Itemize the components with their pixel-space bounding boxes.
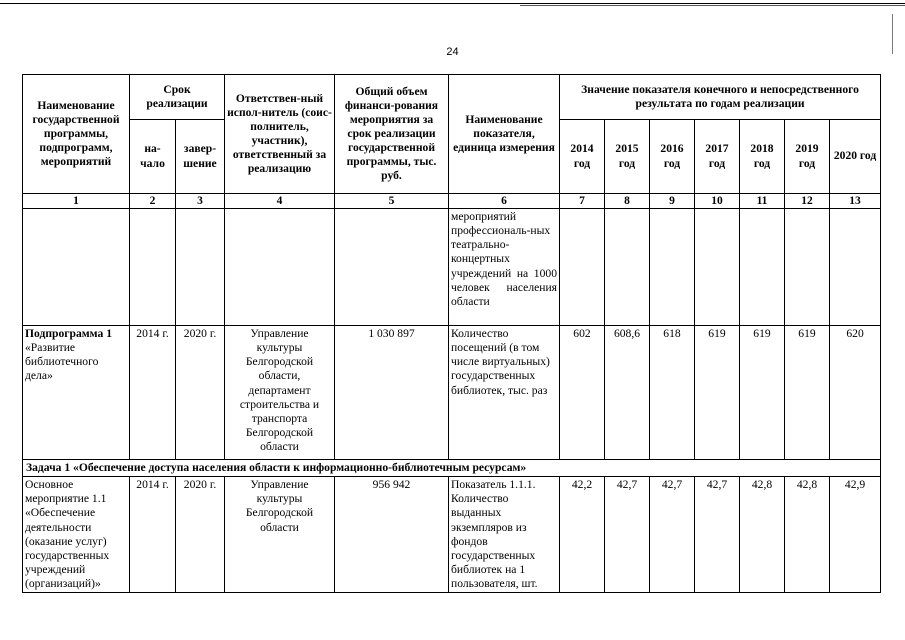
header-name: Наименование государственной программы, подпрограмм, мероприятий (23, 75, 130, 194)
header-responsible: Ответствен-ный испол-нитель (соис-полнитель, участник), ответственный за реализацию (225, 75, 335, 194)
subprogram-title: Подпрограмма 1 (25, 327, 112, 341)
header-values-title: Значение показателя конечного и непосредственного результата по годам реализации (560, 75, 881, 120)
page-top-border (0, 3, 905, 4)
column-number: 6 (449, 194, 560, 209)
main-event-value-2014: 42,2 (560, 477, 605, 593)
subprogram-indicator: Количество посещений (в том числе виртуальных) государственных библиотек, тыс. раз (449, 326, 560, 460)
column-number: 10 (695, 194, 740, 209)
program-indicators-table (22, 74, 881, 593)
subprogram-start: 2014 г. (130, 326, 176, 460)
column-number: 1 (23, 194, 130, 209)
main-event-value-2017: 42,7 (695, 477, 740, 593)
header-start: на- чало (130, 120, 176, 194)
column-number: 7 (560, 194, 605, 209)
subprogram-value-2018: 619 (740, 326, 785, 460)
subprogram-value-2020: 620 (830, 326, 881, 460)
subprogram-value-2019: 619 (785, 326, 830, 460)
column-number: 4 (225, 194, 335, 209)
header-year-2016: 2016 год (650, 120, 695, 194)
page-top-border-secondary (520, 5, 905, 6)
main-event-value-2018: 42,8 (740, 477, 785, 593)
header-year-2014: 2014 год (560, 120, 605, 194)
column-number: 13 (830, 194, 881, 209)
header-row-top (23, 75, 881, 120)
subprogram-row (23, 326, 881, 460)
column-number: 8 (605, 194, 650, 209)
task-row (23, 460, 881, 477)
header-year-2017: 2017 год (695, 120, 740, 194)
header-year-2020: 2020 год (830, 120, 881, 194)
subprogram-value-2015: 608,6 (605, 326, 650, 460)
header-indicator: Наименование показателя, единица измерения (449, 75, 560, 194)
column-number: 11 (740, 194, 785, 209)
main-event-name: Основное мероприятие 1.1 «Обеспечение деятельности (оказание услуг) государственных учреждений (организаций)» (23, 477, 130, 593)
main-event-value-2019: 42,8 (785, 477, 830, 593)
column-number: 9 (650, 194, 695, 209)
header-funding: Общий объем финанси-рования мероприятия за срок реализации государственной программы, тыс. руб. (335, 75, 449, 194)
main-event-indicator: Показатель 1.1.1. Количество выданных экземпляров из фондов государственных библиотек на 1 пользователя, шт. (449, 477, 560, 593)
column-number: 2 (130, 194, 176, 209)
main-event-row (23, 477, 881, 593)
main-event-funding: 956 942 (335, 477, 449, 593)
column-number: 12 (785, 194, 830, 209)
continuation-row (23, 209, 881, 326)
page-number: 24 (446, 46, 459, 58)
subprogram-subtitle: «Развитие библиотечного дела» (25, 341, 99, 383)
header-year-2019: 2019 год (785, 120, 830, 194)
subprogram-value-2017: 619 (695, 326, 740, 460)
subprogram-value-2016: 618 (650, 326, 695, 460)
task-heading: Задача 1 «Обеспечение доступа населения области к информационно-библиотечным ресурсам» (23, 460, 881, 477)
main-event-value-2016: 42,7 (650, 477, 695, 593)
header-year-2018: 2018 год (740, 120, 785, 194)
header-period: Срок реализации (130, 75, 225, 120)
column-number-row (23, 194, 881, 209)
subprogram-end: 2020 г. (176, 326, 225, 460)
subprogram-name (23, 326, 130, 460)
header-end: завер- шение (176, 120, 225, 194)
subprogram-funding: 1 030 897 (335, 326, 449, 460)
continuation-indicator: мероприятий профессиональ-ных театрально-концертных учреждений на 1000 человек населения области (449, 209, 560, 326)
main-event-value-2015: 42,7 (605, 477, 650, 593)
main-event-start: 2014 г. (130, 477, 176, 593)
subprogram-responsible: Управление культуры Белгородской области, департамент строительства и транспорта Белгородской области (225, 326, 335, 460)
subprogram-value-2014: 602 (560, 326, 605, 460)
main-event-value-2020: 42,9 (830, 477, 881, 593)
column-number: 5 (335, 194, 449, 209)
header-year-2015: 2015 год (605, 120, 650, 194)
main-event-end: 2020 г. (176, 477, 225, 593)
main-event-responsible: Управление культуры Белгородской области (225, 477, 335, 593)
column-number: 3 (176, 194, 225, 209)
